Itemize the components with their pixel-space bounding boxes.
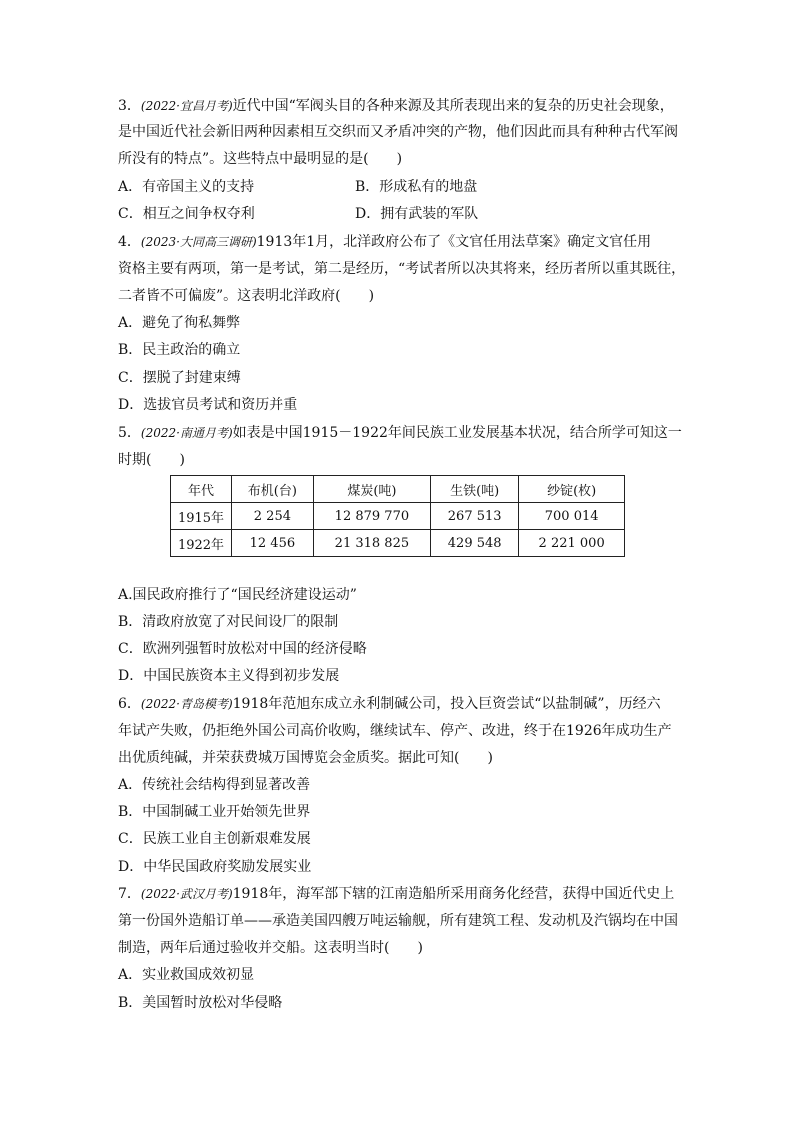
question-7-line-1 bbox=[118, 884, 674, 904]
table-header-cell: 布机(台) bbox=[232, 476, 314, 503]
question-source: (2022·宜昌月考) bbox=[140, 99, 233, 113]
question-text: 1918年，海军部下辖的江南造船所采用商务化经营，获得中国近代史上 bbox=[232, 886, 675, 902]
table-cell: 2 221 000 bbox=[519, 530, 625, 557]
question-3-option-a: A．有帝国主义的支持 bbox=[118, 179, 255, 195]
question-number: 7． bbox=[118, 886, 141, 902]
question-6-line-2: 年试产失败，仍拒绝外国公司高价收购，继续试车、停产、改进，终于在1926年成功生产 bbox=[118, 723, 672, 739]
question-4-line-1 bbox=[118, 232, 651, 252]
question-7-line-2: 第一份国外造船订单——承造美国四艘万吨运输舰，所有建筑工程、发动机及汽锅均在中国 bbox=[118, 913, 678, 929]
question-4-option-c: C．摆脱了封建束缚 bbox=[118, 370, 241, 386]
question-number: 4． bbox=[118, 234, 141, 250]
question-5-option-d: D．中国民族资本主义得到初步发展 bbox=[118, 668, 340, 684]
table-cell: 1922年 bbox=[171, 530, 232, 557]
question-6-option-c: C．民族工业自主创新艰难发展 bbox=[118, 831, 311, 847]
question-4-option-b: B．民主政治的确立 bbox=[118, 342, 241, 358]
question-6-option-d: D．中华民国政府奖励发展实业 bbox=[118, 859, 312, 875]
table-row bbox=[171, 530, 625, 557]
table-cell: 2 254 bbox=[232, 503, 314, 530]
table-header-cell: 煤炭(吨) bbox=[313, 476, 430, 503]
table-cell: 1915年 bbox=[171, 503, 232, 530]
question-5-line-1 bbox=[118, 423, 682, 443]
table-cell: 700 014 bbox=[519, 503, 625, 530]
table-cell: 12 456 bbox=[232, 530, 314, 557]
table-cell: 267 513 bbox=[431, 503, 519, 530]
question-7-line-3: 制造，两年后通过验收并交船。这表明当时( ) bbox=[118, 940, 423, 956]
table-header-cell: 纱锭(枚) bbox=[519, 476, 625, 503]
question-4-option-d: D．选拔官员考试和资历并重 bbox=[118, 397, 298, 413]
question-6-line-3: 出优质纯碱，并荣获费城万国博览会金质奖。据此可知( ) bbox=[118, 750, 493, 766]
question-source: (2022·南通月考) bbox=[140, 426, 233, 440]
question-source: (2022·武汉月考) bbox=[140, 887, 233, 901]
question-text: 1913年1月，北洋政府公布了《文官任用法草案》确定文官任用 bbox=[256, 234, 652, 250]
question-number: 3． bbox=[118, 98, 141, 114]
question-6-line-1 bbox=[118, 694, 661, 714]
table-row bbox=[171, 503, 625, 530]
question-3-option-d: D．拥有武装的军队 bbox=[355, 206, 479, 222]
question-number: 6． bbox=[118, 696, 141, 712]
table-header-cell: 生铁(吨) bbox=[431, 476, 519, 503]
question-6-option-a: A．传统社会结构得到显著改善 bbox=[118, 777, 311, 793]
question-source: (2022·青岛模考) bbox=[140, 697, 233, 711]
question-4-line-2: 资格主要有两项，第一是考试，第二是经历，“考试者所以决其将来，经历者所以重其既往， bbox=[118, 261, 686, 277]
question-text: 1918年范旭东成立永利制碱公司，投入巨资尝试“以盐制碱”，历经六 bbox=[232, 696, 661, 712]
question-3-line-2: 是中国近代社会新旧两种因素相互交织而又矛盾冲突的产物，他们因此而具有种种古代军阀 bbox=[118, 124, 678, 140]
question-7-option-a: A．实业救国成效初显 bbox=[118, 967, 255, 983]
question-4-option-a: A．避免了徇私舞弊 bbox=[118, 315, 241, 331]
question-6-option-b: B．中国制碱工业开始领先世界 bbox=[118, 804, 311, 820]
table-cell: 12 879 770 bbox=[313, 503, 430, 530]
question-source: (2023·大同高三调研) bbox=[140, 235, 257, 249]
question-3-line-3: 所没有的特点”。这些特点中最明显的是( ) bbox=[118, 151, 403, 167]
industry-table bbox=[170, 475, 625, 557]
table-header-row bbox=[171, 476, 625, 503]
question-text: 近代中国“军阀头目的各种来源及其所表现出来的复杂的历史社会现象， bbox=[232, 98, 674, 114]
question-5-line-2: 时期( ) bbox=[118, 452, 185, 468]
question-5-option-a: A.国民政府推行了“国民经济建设运动” bbox=[118, 587, 357, 603]
question-5-option-c: C．欧洲列强暂时放松对中国的经济侵略 bbox=[118, 641, 367, 657]
question-number: 5． bbox=[118, 425, 141, 441]
question-7-option-b: B．美国暂时放松对华侵略 bbox=[118, 995, 283, 1011]
question-3-line-1 bbox=[118, 96, 674, 116]
question-text: 如表是中国1915－1922年间民族工业发展基本状况，结合所学可知这一 bbox=[232, 425, 682, 441]
question-4-line-3: 二者皆不可偏废”。这表明北洋政府( ) bbox=[118, 288, 375, 304]
question-3-option-c: C．相互之间争权夺利 bbox=[118, 206, 255, 222]
question-3-option-b: B．形成私有的地盘 bbox=[355, 179, 478, 195]
table-header-cell: 年代 bbox=[171, 476, 232, 503]
table-cell: 429 548 bbox=[431, 530, 519, 557]
question-5-option-b: B．清政府放宽了对民间设厂的限制 bbox=[118, 614, 339, 630]
table-cell: 21 318 825 bbox=[313, 530, 430, 557]
